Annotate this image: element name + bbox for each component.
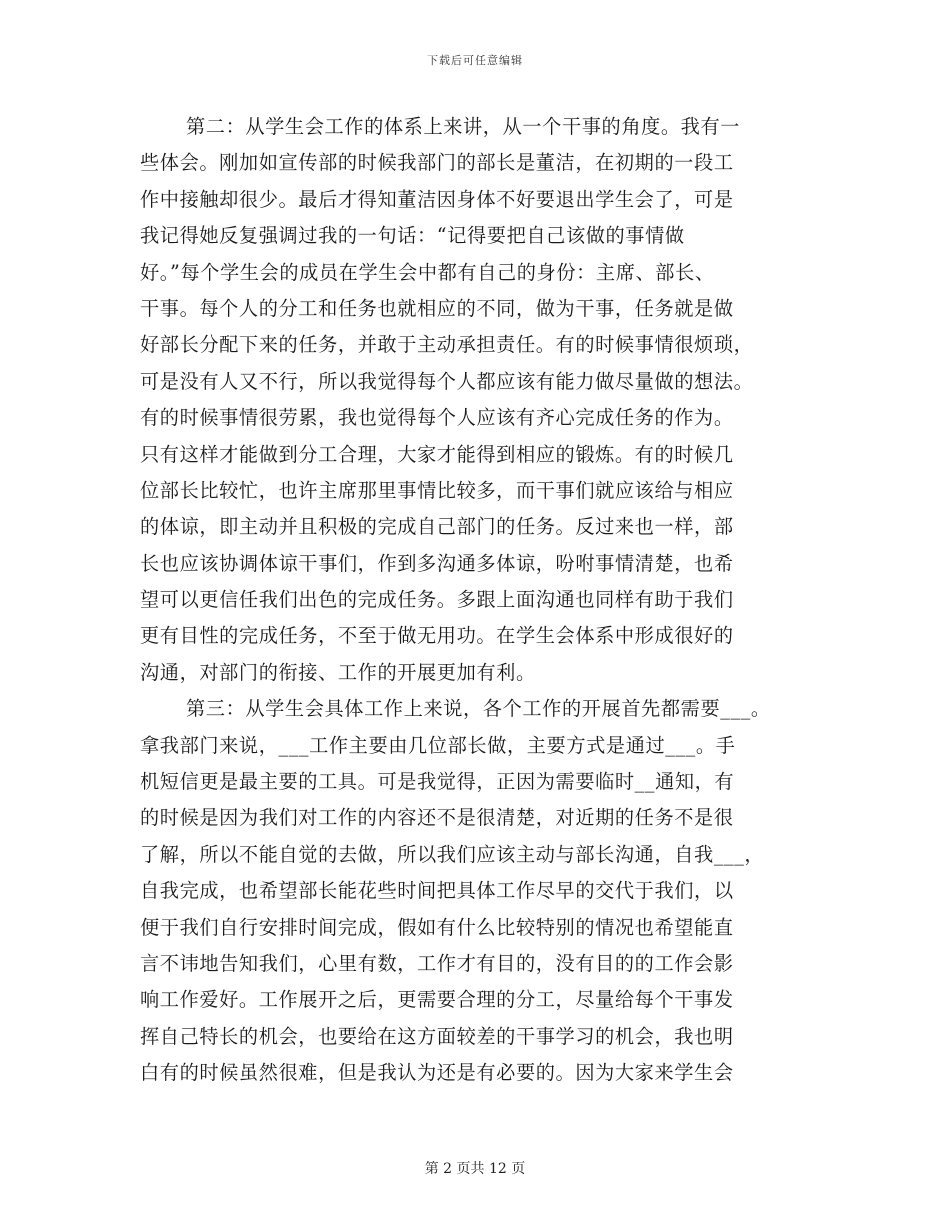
paragraph-line: 便于我们自行安排时间完成，假如有什么比较特别的情况也希望能直 bbox=[140, 915, 734, 939]
paragraph-line: 有的时候事情很劳累，我也觉得每个人应该有齐心完成任务的作为。 bbox=[140, 406, 734, 430]
paragraph-line: 第二：从学生会工作的体系上来讲，从一个干事的角度。我有一 bbox=[186, 115, 741, 138]
paragraph-line: 了解，所以不能自觉的去做，所以我们应该主动与部长沟通，自我___， bbox=[140, 842, 765, 866]
paragraph-line: 位部长比较忙，也许主席那里事情比较多，而干事们就应该给与相应 bbox=[140, 478, 734, 502]
paragraph-line: 只有这样才能做到分工合理，大家才能得到相应的锻炼。有的时候几 bbox=[140, 442, 734, 466]
paragraph-line: 的时候是因为我们对工作的内容还不是很清楚，对近期的任务不是很 bbox=[140, 806, 734, 830]
paragraph-line: 我记得她反复强调过我的一句话：“记得要把自己该做的事情做 bbox=[140, 224, 685, 248]
paragraph-line: 挥自己特长的机会，也要给在这方面较差的干事学习的机会，我也明 bbox=[140, 1024, 734, 1048]
paragraph-line: 作中接触却很少。最后才得知董洁因身体不好要退出学生会了，可是 bbox=[140, 187, 734, 211]
paragraph-line: 望可以更信任我们出色的完成任务。多跟上面沟通也同样有助于我们 bbox=[140, 588, 734, 612]
paragraph-line: 第三：从学生会具体工作上来说，各个工作的开展首先都需要___。 bbox=[186, 697, 771, 721]
paragraph-line: 更有目性的完成任务，不至于做无用功。在学生会体系中形成很好的 bbox=[140, 624, 734, 648]
body-text bbox=[140, 109, 800, 1092]
paragraph-line: 沟通，对部门的衔接、工作的开展更加有利。 bbox=[140, 660, 536, 684]
paragraph-line: 自我完成，也希望部长能花些时间把具体工作尽早的交代于我们，以 bbox=[140, 879, 734, 903]
page-footer: 第 2 页共 12 页 bbox=[424, 1161, 526, 1177]
paragraph-line: 的体谅，即主动并且积极的完成自己部门的任务。反过来也一样，部 bbox=[140, 515, 734, 539]
paragraph-line: 响工作爱好。工作展开之后，更需要合理的分工，尽量给每个干事发 bbox=[140, 988, 734, 1012]
paragraph-line: 好部长分配下来的任务，并敢于主动承担责任。有的时候事情很烦琐， bbox=[140, 333, 754, 357]
paragraph-line: 些体会。刚加如宣传部的时候我部门的部长是董洁，在初期的一段工 bbox=[140, 151, 734, 175]
paragraph-line: 拿我部门来说，___工作主要由几位部长做，主要方式是通过___。手 bbox=[140, 733, 736, 757]
page-header: 下载后可任意编辑 bbox=[427, 54, 523, 67]
paragraph-line: 好。”每个学生会的成员在学生会中都有自己的身份：主席、部长、 bbox=[140, 260, 715, 284]
paragraph-line: 言不讳地告知我们，心里有数，工作才有目的，没有目的的工作会影 bbox=[140, 951, 734, 975]
paragraph-line: 可是没有人又不行，所以我觉得每个人都应该有能力做尽量做的想法。 bbox=[140, 369, 754, 393]
paragraph-line: 白有的时候虽然很难，但是我认为还是有必要的。因为大家来学生会 bbox=[140, 1061, 734, 1085]
paragraph-line: 长也应该协调体谅干事们，作到多沟通多体谅，吩咐事情清楚，也希 bbox=[140, 551, 734, 575]
paragraph-line: 干事。每个人的分工和任务也就相应的不同，做为干事，任务就是做 bbox=[140, 296, 734, 320]
paragraph-line: 机短信更是最主要的工具。可是我觉得，正因为需要临时__通知，有 bbox=[140, 770, 735, 794]
